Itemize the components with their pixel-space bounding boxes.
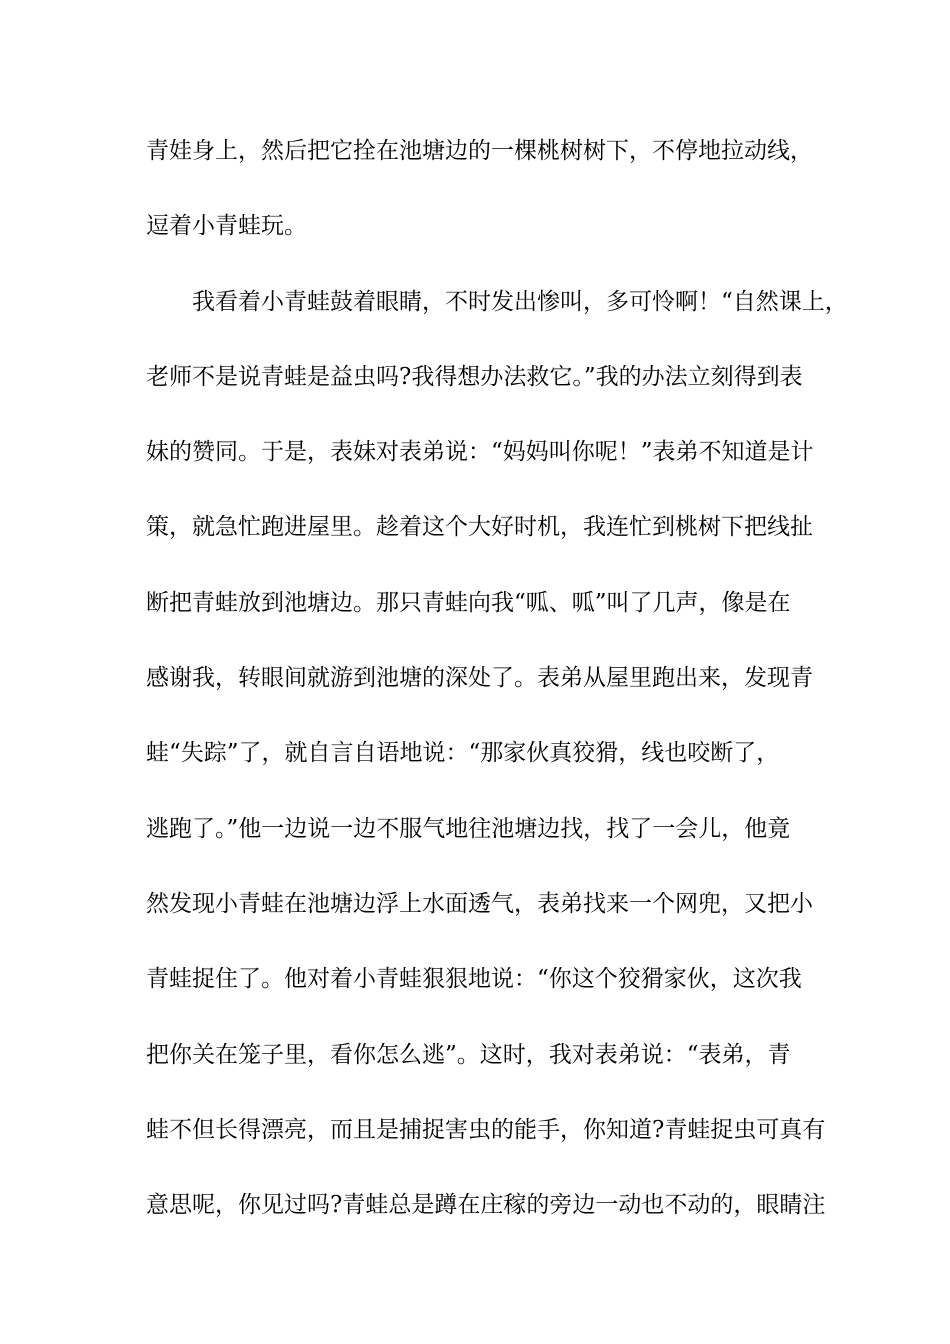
text-line: 然发现小青蛙在池塘边浮上水面透气，表弟找来一个网兜，又把小 xyxy=(146,890,813,917)
text-line: 策，就急忙跑进屋里。趁着这个大好时机，我连忙到桃树下把线扯 xyxy=(146,514,813,541)
text-line: 意思呢，你见过吗?青蛙总是蹲在庄稼的旁边一动也不动的，眼睛注 xyxy=(146,1192,826,1219)
text-line: 妹的赞同。于是，表妹对表弟说：“妈妈叫你呢！”表弟不知道是计 xyxy=(146,439,814,466)
text-line: 逗着小青蛙玩。 xyxy=(146,213,307,240)
paragraph-start-line: 我看着小青蛙鼓着眼睛，不时发出惨叫，多可怜啊！“自然课上， xyxy=(146,288,848,315)
text-line: 断把青蛙放到池塘边。那只青蛙向我“呱、呱”叫了几声，像是在 xyxy=(146,589,791,616)
text-line: 蛙不但长得漂亮，而且是捕捉害虫的能手，你知道?青蛙捉虫可真有 xyxy=(146,1116,826,1143)
text-line: 逃跑了。”他一边说一边不服气地往池塘边找，找了一会儿，他竟 xyxy=(146,815,791,842)
text-line: 把你关在笼子里，看你怎么逃”。这时，我对表弟说：“表弟，青 xyxy=(146,1041,791,1068)
text-line: 感谢我，转眼间就游到池塘的深处了。表弟从屋里跑出来，发现青 xyxy=(146,665,813,692)
body-text xyxy=(146,128,848,1257)
text-line: 老师不是说青蛙是益虫吗?我得想办法救它。”我的办法立刻得到表 xyxy=(146,363,803,390)
text-line: 青蛙捉住了。他对着小青蛙狠狠地说：“你这个狡猾家伙，这次我 xyxy=(146,966,802,993)
text-line: 青娃身上，然后把它拴在池塘边的一棵桃树树下，不停地拉动线， xyxy=(146,138,813,164)
text-line: 蛙“失踪”了，就自言自语地说：“那家伙真狡猾，线也咬断了， xyxy=(146,740,780,767)
